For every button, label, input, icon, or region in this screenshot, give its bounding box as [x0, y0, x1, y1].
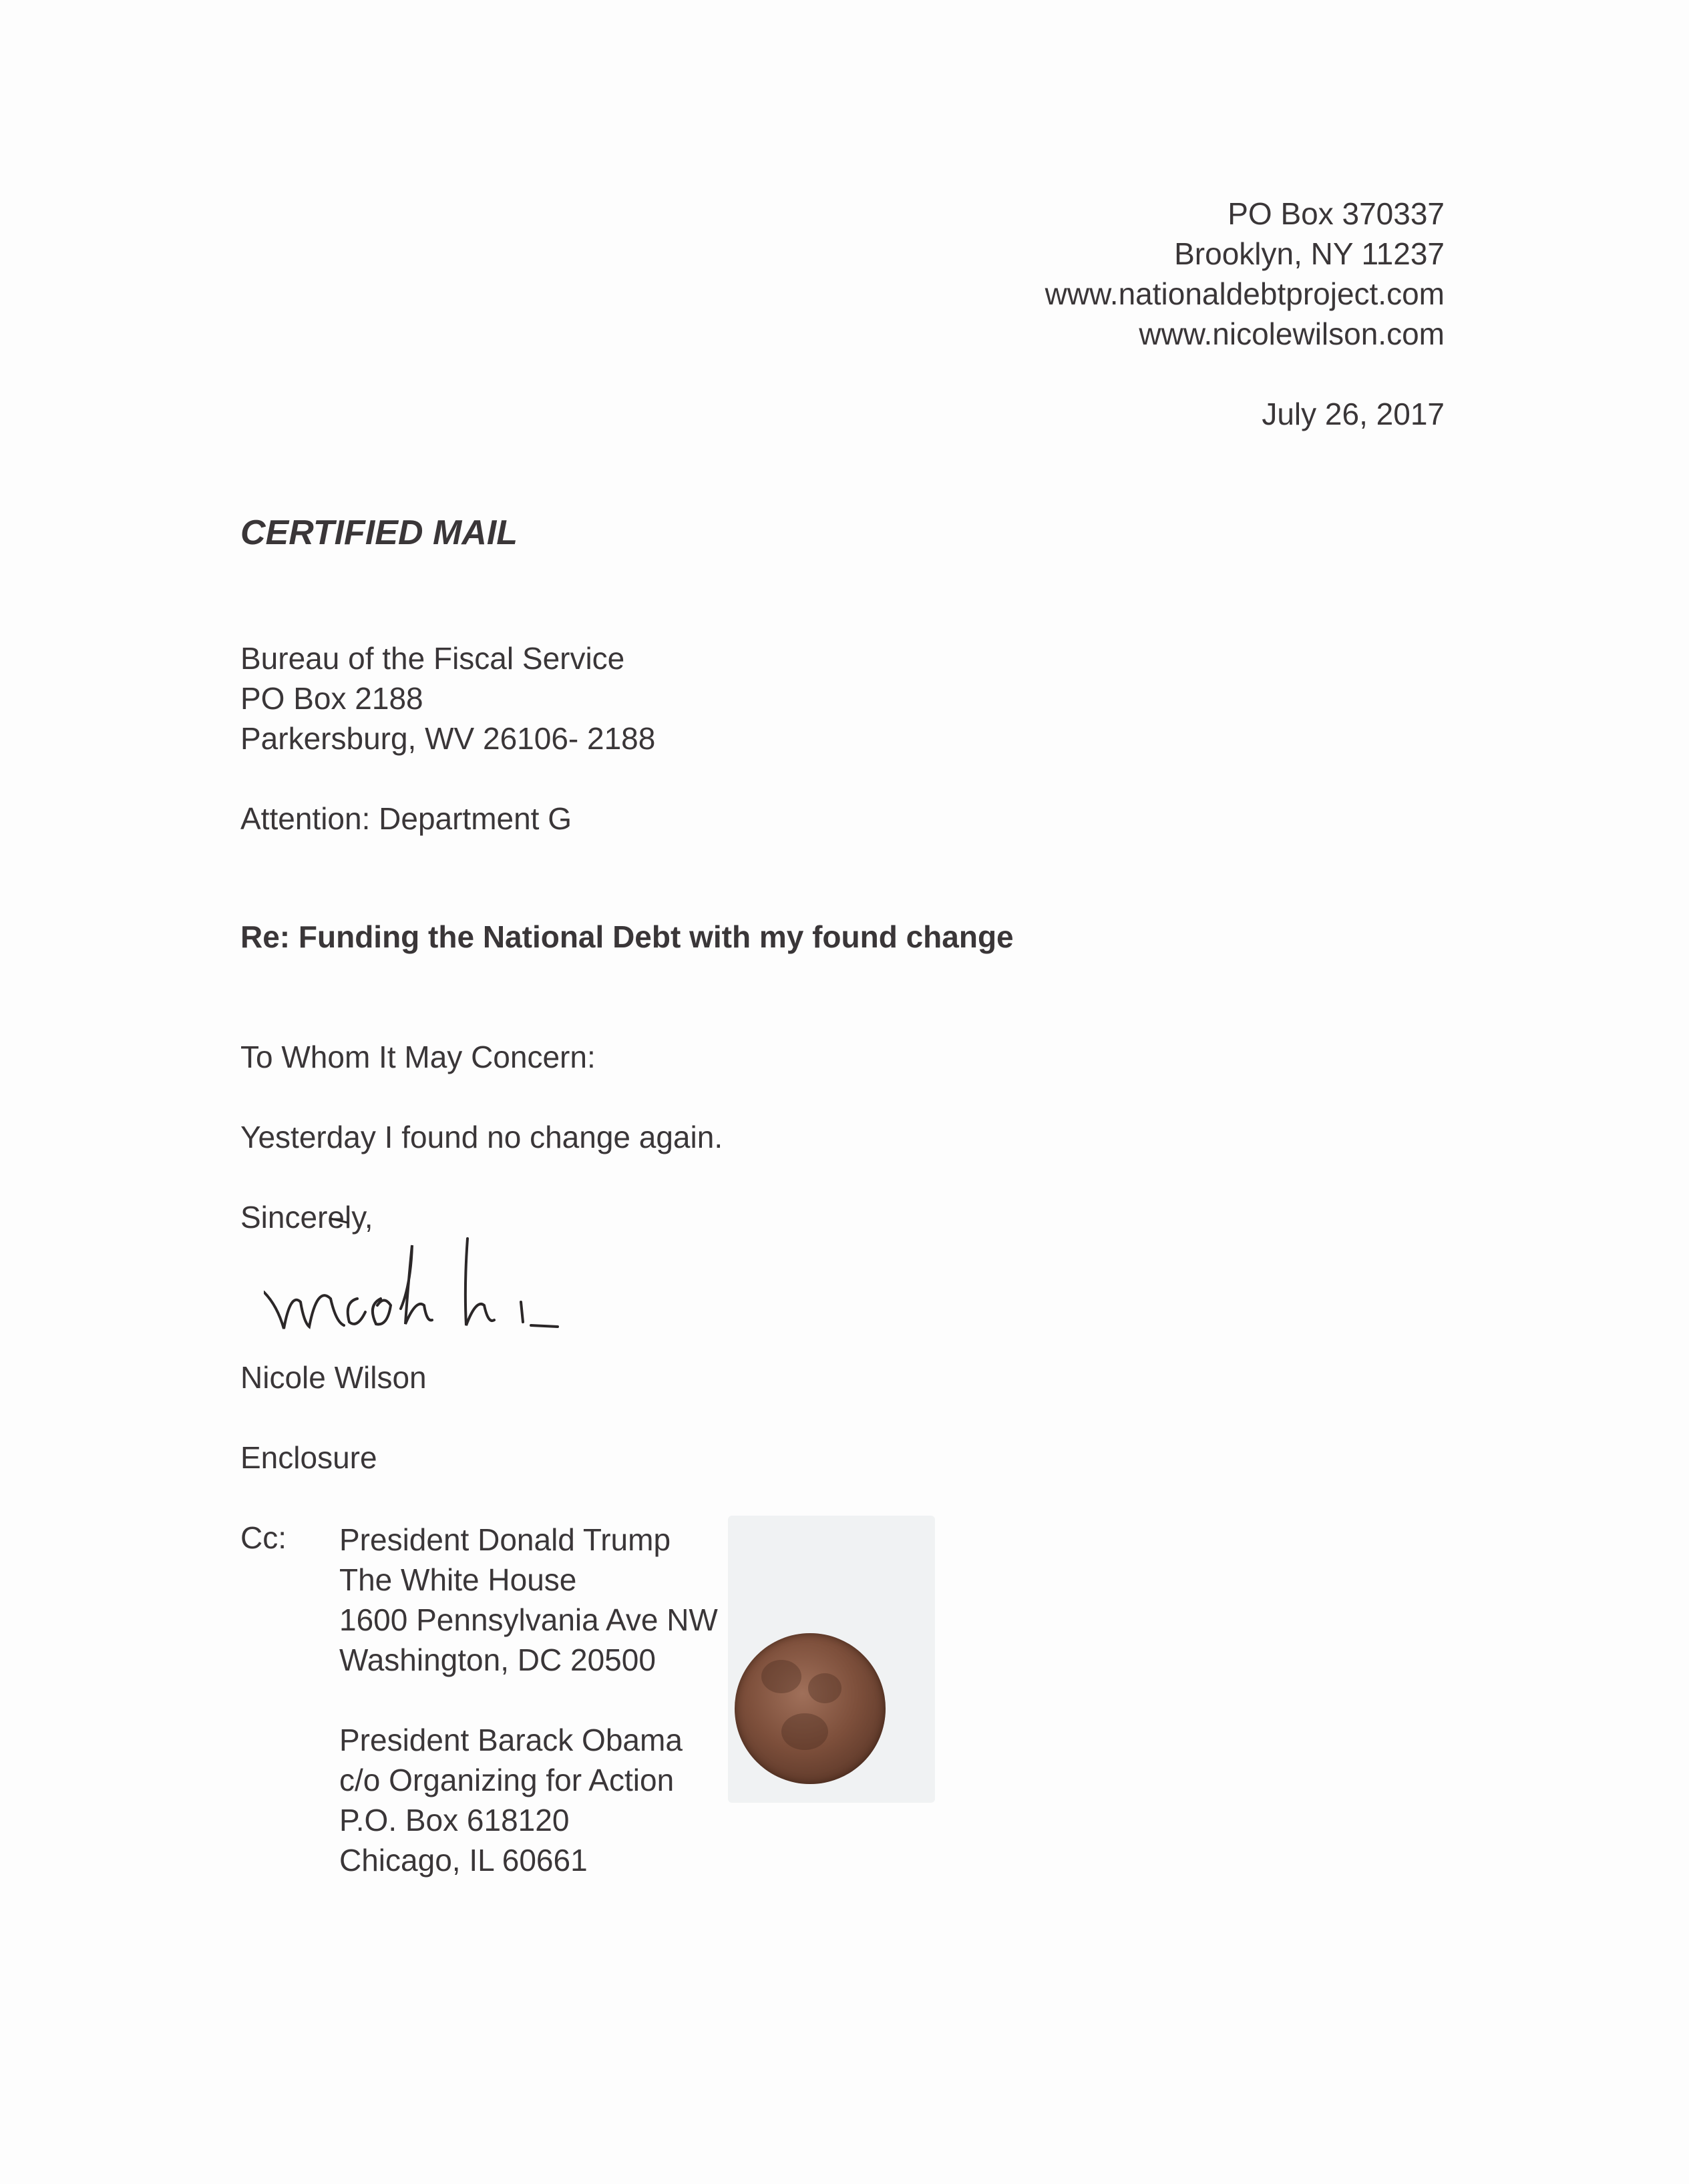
- cc-recipient-line: P.O. Box 618120: [339, 1803, 570, 1837]
- letter-date: July 26, 2017: [1262, 397, 1445, 431]
- sender-address-line1: PO Box 370337: [1228, 196, 1445, 231]
- cc-recipient-line: c/o Organizing for Action: [339, 1763, 675, 1797]
- recipient-address-line2: Parkersburg, WV 26106- 2188: [240, 721, 656, 756]
- closing: Sincerely,: [240, 1200, 373, 1235]
- coin-relief: [781, 1713, 828, 1750]
- coin-relief: [761, 1660, 801, 1693]
- letter-body: Yesterday I found no change again.: [240, 1120, 723, 1154]
- cc-recipient-line: President Barack Obama: [339, 1723, 683, 1757]
- recipient-name: Bureau of the Fiscal Service: [240, 641, 625, 676]
- sender-website-1: www.nationaldebtproject.com: [1045, 276, 1445, 311]
- recipient-address-block: [240, 638, 655, 758]
- cc-recipient-line: Chicago, IL 60661: [339, 1843, 588, 1878]
- sender-address-line2: Brooklyn, NY 11237: [1174, 236, 1445, 271]
- mail-type-heading: CERTIFIED MAIL: [240, 513, 518, 552]
- cc-label: Cc:: [240, 1520, 287, 1555]
- salutation: To Whom It May Concern:: [240, 1040, 596, 1074]
- sender-website-2: www.nicolewilson.com: [1139, 316, 1445, 351]
- cc-recipient-line: 1600 Pennsylvania Ave NW: [339, 1602, 718, 1637]
- handwritten-signature: [264, 1205, 638, 1339]
- cc-recipient-1: [339, 1520, 718, 1680]
- attention-line: Attention: Department G: [240, 801, 572, 836]
- cc-recipient-line: The White House: [339, 1562, 577, 1597]
- sender-address-block: [1045, 194, 1445, 354]
- subject-line: Re: Funding the National Debt with my found change: [240, 919, 1014, 954]
- signer-name: Nicole Wilson: [240, 1360, 427, 1395]
- recipient-address-line1: PO Box 2188: [240, 681, 423, 716]
- cc-recipient-line: President Donald Trump: [339, 1522, 671, 1557]
- enclosure-note: Enclosure: [240, 1440, 377, 1475]
- cc-recipient-2: [339, 1720, 683, 1880]
- penny-coin-image: [735, 1633, 886, 1784]
- cc-recipient-line: Washington, DC 20500: [339, 1643, 656, 1677]
- coin-relief: [808, 1673, 841, 1703]
